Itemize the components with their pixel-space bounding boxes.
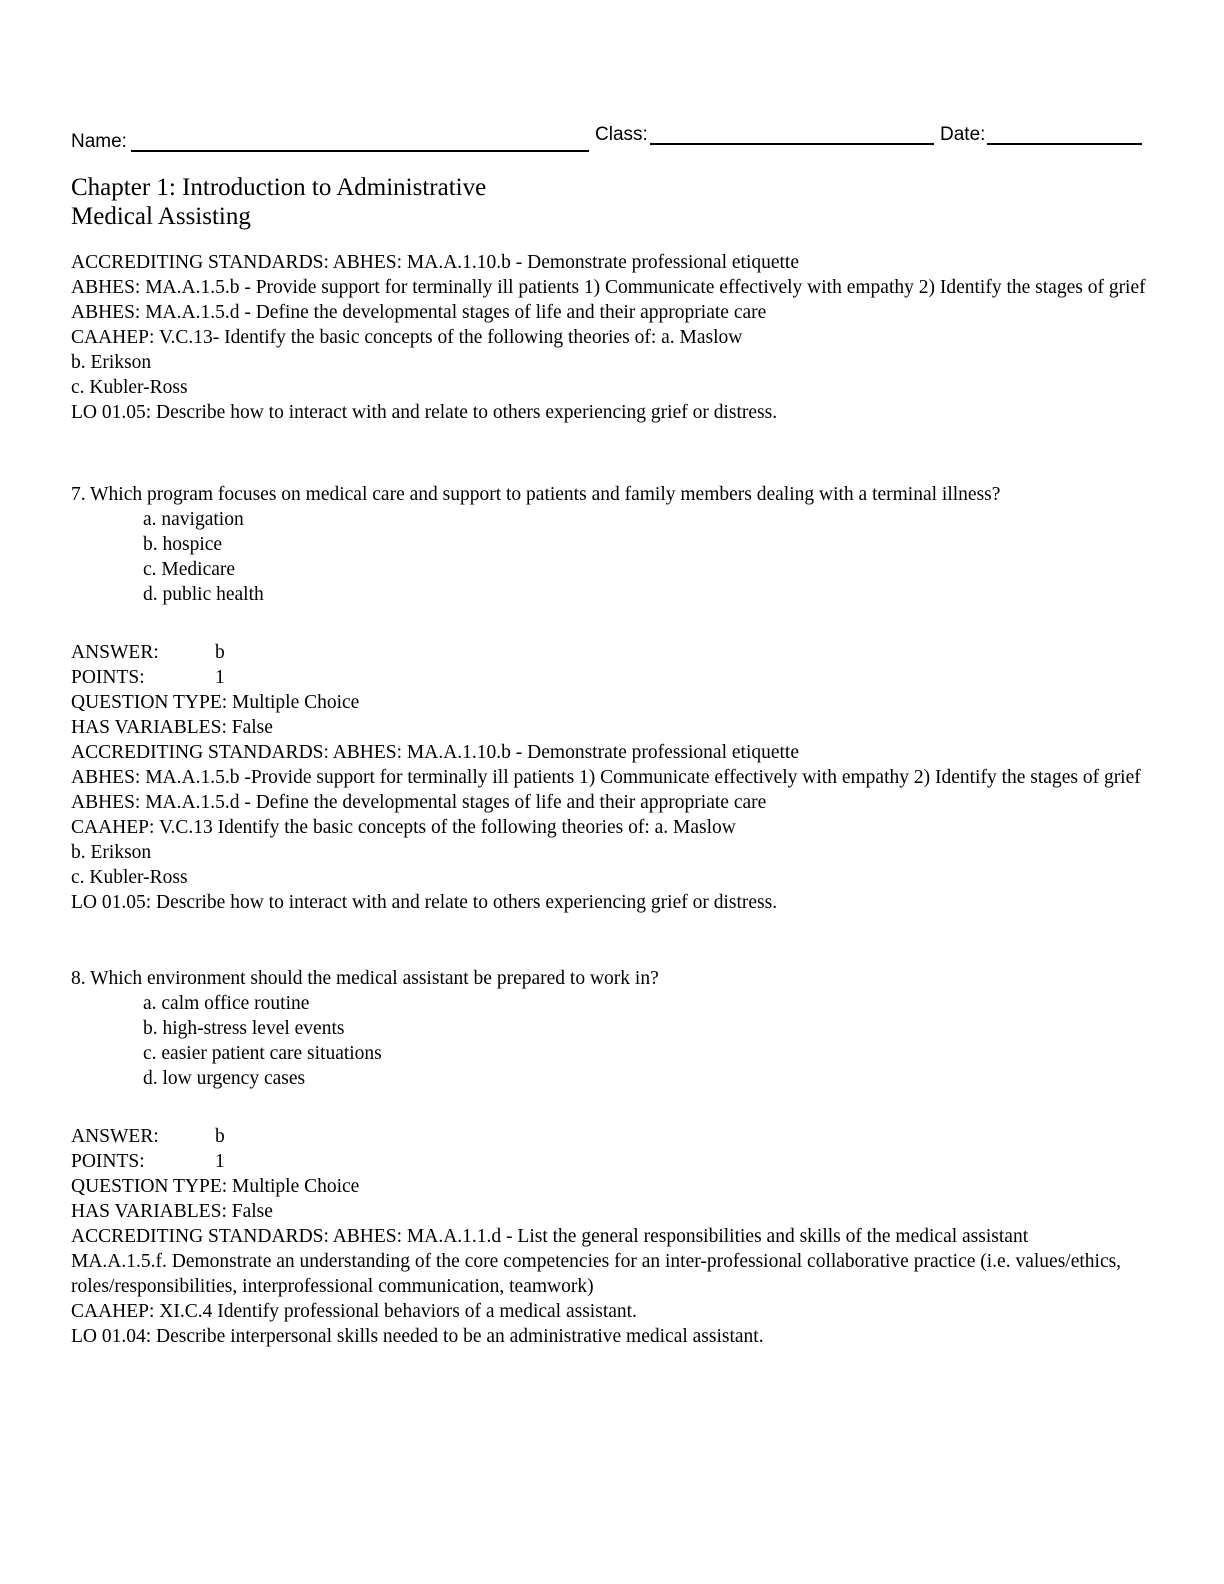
- standard-line: ACCREDITING STANDARDS: ABHES: MA.A.1.1.d - List the general responsibilities and skills of the medical assistant: [71, 1226, 1029, 1247]
- answer-row: [71, 640, 1151, 665]
- name-field-line[interactable]: [131, 150, 589, 152]
- points-label: POINTS:: [71, 1151, 145, 1172]
- standard-line: ABHES: MA.A.1.5.d - Define the developmental stages of life and their appropriate care: [71, 792, 767, 813]
- standard-line: c. Kubler-Ross: [71, 867, 188, 888]
- question-7: [71, 482, 1151, 915]
- date-field-line[interactable]: [987, 143, 1142, 145]
- answer-option: d. public health: [143, 584, 264, 605]
- question-8: [71, 966, 1151, 1349]
- answer-option: a. navigation: [143, 509, 244, 530]
- standard-line: ABHES: MA.A.1.5.b -Provide support for terminally ill patients 1) Communicate effectively with empathy 2) Identify the stages of grief: [71, 767, 1141, 788]
- class-field-line[interactable]: [650, 143, 934, 145]
- standard-line: b. Erikson: [71, 352, 152, 373]
- standard-line: ACCREDITING STANDARDS: ABHES: MA.A.1.10.b - Demonstrate professional etiquette: [71, 252, 800, 273]
- standard-line: ABHES: MA.A.1.5.b - Provide support for terminally ill patients 1) Communicate effectively with empathy 2) Identify the stages of grief: [71, 277, 1146, 298]
- intro-standards: [71, 250, 1151, 425]
- standard-line: CAAHEP: V.C.13 Identify the basic concepts of the following theories of: a. Maslow: [71, 817, 736, 838]
- answer-value: b: [215, 642, 225, 663]
- standard-line: b. Erikson: [71, 842, 152, 863]
- answer-option: c. easier patient care situations: [143, 1043, 382, 1064]
- question-text: 8. Which environment should the medical assistant be prepared to work in?: [71, 968, 659, 989]
- standard-line: c. Kubler-Ross: [71, 377, 188, 398]
- points-label: POINTS:: [71, 667, 145, 688]
- standard-line: CAAHEP: XI.C.4 Identify professional behaviors of a medical assistant.: [71, 1301, 637, 1322]
- answer-row: [71, 1124, 1151, 1149]
- class-label: Class:: [595, 124, 648, 145]
- name-label: Name:: [71, 131, 127, 152]
- points-value: 1: [215, 1151, 225, 1172]
- standard-line: ACCREDITING STANDARDS: ABHES: MA.A.1.10.b - Demonstrate professional etiquette: [71, 742, 800, 763]
- standard-line: LO 01.04: Describe interpersonal skills needed to be an administrative medical assistant.: [71, 1326, 764, 1347]
- answer-label: ANSWER:: [71, 642, 159, 663]
- chapter-title-line-1: Chapter 1: Introduction to Administrative: [71, 174, 487, 201]
- answer-value: b: [215, 1126, 225, 1147]
- standard-line: LO 01.05: Describe how to interact with and relate to others experiencing grief or distress.: [71, 892, 778, 913]
- standard-line: MA.A.1.5.f. Demonstrate an understanding of the core competencies for an inter-professional collaborative practice (i.e. values/ethics, roles/responsibilities, interprofessional communication, teamwork): [71, 1251, 1122, 1297]
- points-row: [71, 1149, 1151, 1174]
- standard-line: LO 01.05: Describe how to interact with and relate to others experiencing grief or distress.: [71, 402, 778, 423]
- points-value: 1: [215, 667, 225, 688]
- standard-line: ABHES: MA.A.1.5.d - Define the developmental stages of life and their appropriate care: [71, 302, 767, 323]
- question-text: 7. Which program focuses on medical care and support to patients and family members dealing with a terminal illness?: [71, 484, 1001, 505]
- answer-option: c. Medicare: [143, 559, 236, 580]
- has-variables: HAS VARIABLES: False: [71, 1201, 273, 1222]
- answer-option: b. hospice: [143, 534, 223, 555]
- answer-option: a. calm office routine: [143, 993, 310, 1014]
- standard-line: CAAHEP: V.C.13- Identify the basic concepts of the following theories of: a. Maslow: [71, 327, 743, 348]
- points-row: [71, 665, 1151, 690]
- answer-option: b. high-stress level events: [143, 1018, 345, 1039]
- answer-option: d. low urgency cases: [143, 1068, 306, 1089]
- has-variables: HAS VARIABLES: False: [71, 717, 273, 738]
- date-label: Date:: [940, 124, 986, 145]
- chapter-title-line-2: Medical Assisting: [71, 203, 251, 230]
- chapter-title: [71, 173, 671, 231]
- answer-label: ANSWER:: [71, 1126, 159, 1147]
- question-type: QUESTION TYPE: Multiple Choice: [71, 692, 360, 713]
- question-type: QUESTION TYPE: Multiple Choice: [71, 1176, 360, 1197]
